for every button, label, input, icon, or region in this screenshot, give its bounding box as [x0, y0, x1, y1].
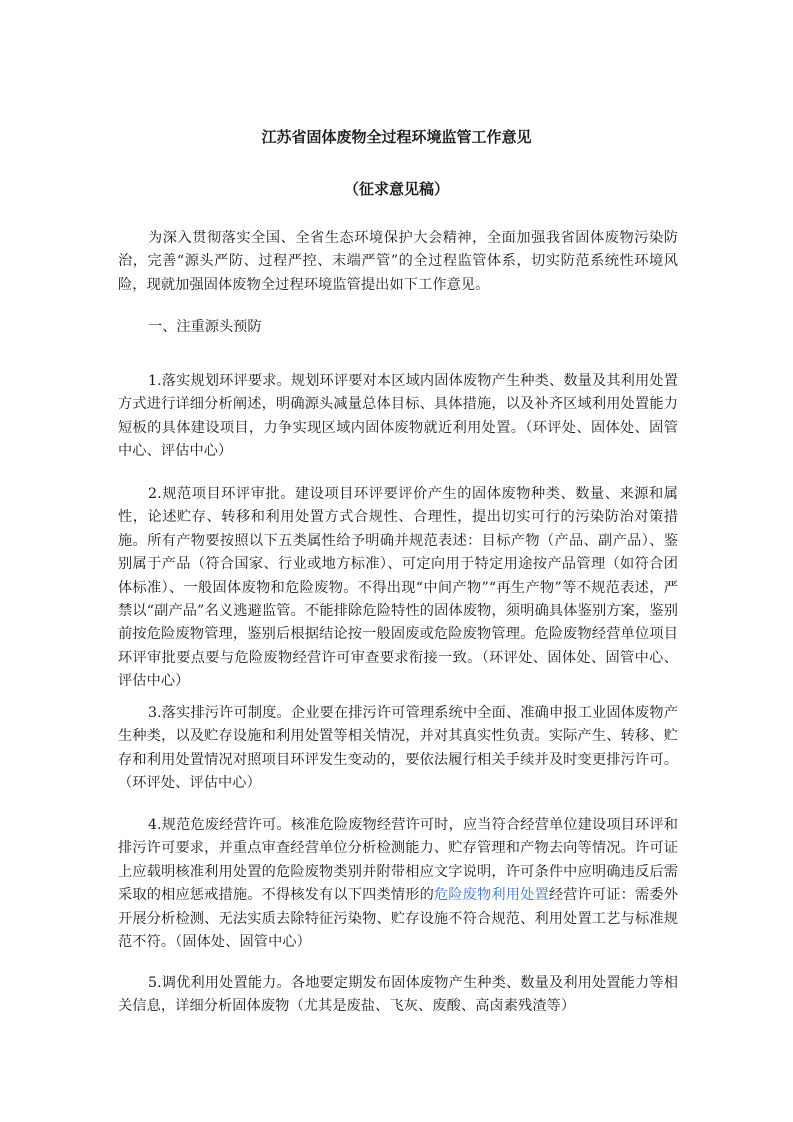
item-1-paragraph: 1.落实规划环评要求。规划环评要对本区域内固体废物产生种类、数量及其利用处置方式进行详细分析阐述，明确源头减量总体目标、具体措施，以及补齐区域利用处置能力短板的具体建设项目，力争实现区域内固体废物就近利用处置。（环评处、固体处、固管中心、评估中心） — [118, 373, 678, 460]
intro-paragraph: 为深入贯彻落实全国、全省生态环境保护大会精神，全面加强我省固体废物污染防治，完善“源头严防、过程严控、末端严管”的全过程监管体系，切实防范系统性环境风险，现就加强固体废物全过程环境监管提出如下工作意见。 — [118, 230, 678, 293]
item-5-paragraph: 5.调优利用处置能力。各地要定期发布固体废物产生种类、数量及利用处置能力等相关信息，详细分析固体废物（尤其是废盐、飞灰、废酸、高卤素残渣等） — [118, 975, 678, 1015]
item-4-text-start: 4.规范危废经营许可。核准危险废物经营许可时，应当符合经营单位建设项目环评和排污许可要求，并重点审查经营单位分析检测能力、贮存管理和产物去向等情况。许可证上应载明核准利用处置的危险废物类别并附带相应文字说明，许可条件中应明确违反后需采取的相应惩戒措施。不得核发有以下四类情形的 — [118, 817, 678, 904]
item-4-paragraph — [118, 814, 678, 954]
item-4-text-end: 经营许可证：需委外开展分析检测、无法实质去除特征污染物、贮存设施不符合规范、利用处置工艺与标准规范不符。（固体处、固管中心） — [118, 887, 678, 951]
section-heading: 一、注重源头预防 — [148, 319, 262, 335]
document-title: 江苏省固体废物全过程环境监管工作意见 — [261, 128, 532, 146]
item-3-paragraph: 3.落实排污许可制度。企业要在排污许可管理系统中全面、准确申报工业固体废物产生种类，以及贮存设施和利用处置等相关情况，并对其真实性负责。实际产生、转移、贮存和利用处置情况对照项目环评发生变动的，要依法履行相关手续并及时变更排污许可。（环评处、评估中心） — [118, 705, 678, 792]
document-subtitle: （征求意见稿） — [343, 180, 449, 198]
item-2-paragraph: 2.规范项目环评审批。建设项目环评要评价产生的固体废物种类、数量、来源和属性，论述贮存、转移和利用处置方式合规性、合理性，提出切实可行的污染防治对策措施。所有产物要按照以下五类属性给予明确并规范表述：目标产物（产品、副产品）、鉴别属于产品（符合国家、行业或地方标准）、可定向用于特定用途按产品管理（如符合团体标准）、一般固体废物和危险废物。不得出现“中间产物”“再生产物”等不规范表述，严禁以“副产品”名义逃避监管。不能排除危险特性的固体废物，须明确具体鉴别方案，鉴别前按危险废物管理，鉴别后根据结论按一般固废或危险废物管理。危险废物经营单位项目环评审批要点要与危险废物经营许可审查要求衔接一致。（环评处、固体处、固管中心、评估中心） — [118, 486, 678, 690]
hazardous-waste-link[interactable]: 危险废物利用处置 — [433, 887, 549, 904]
